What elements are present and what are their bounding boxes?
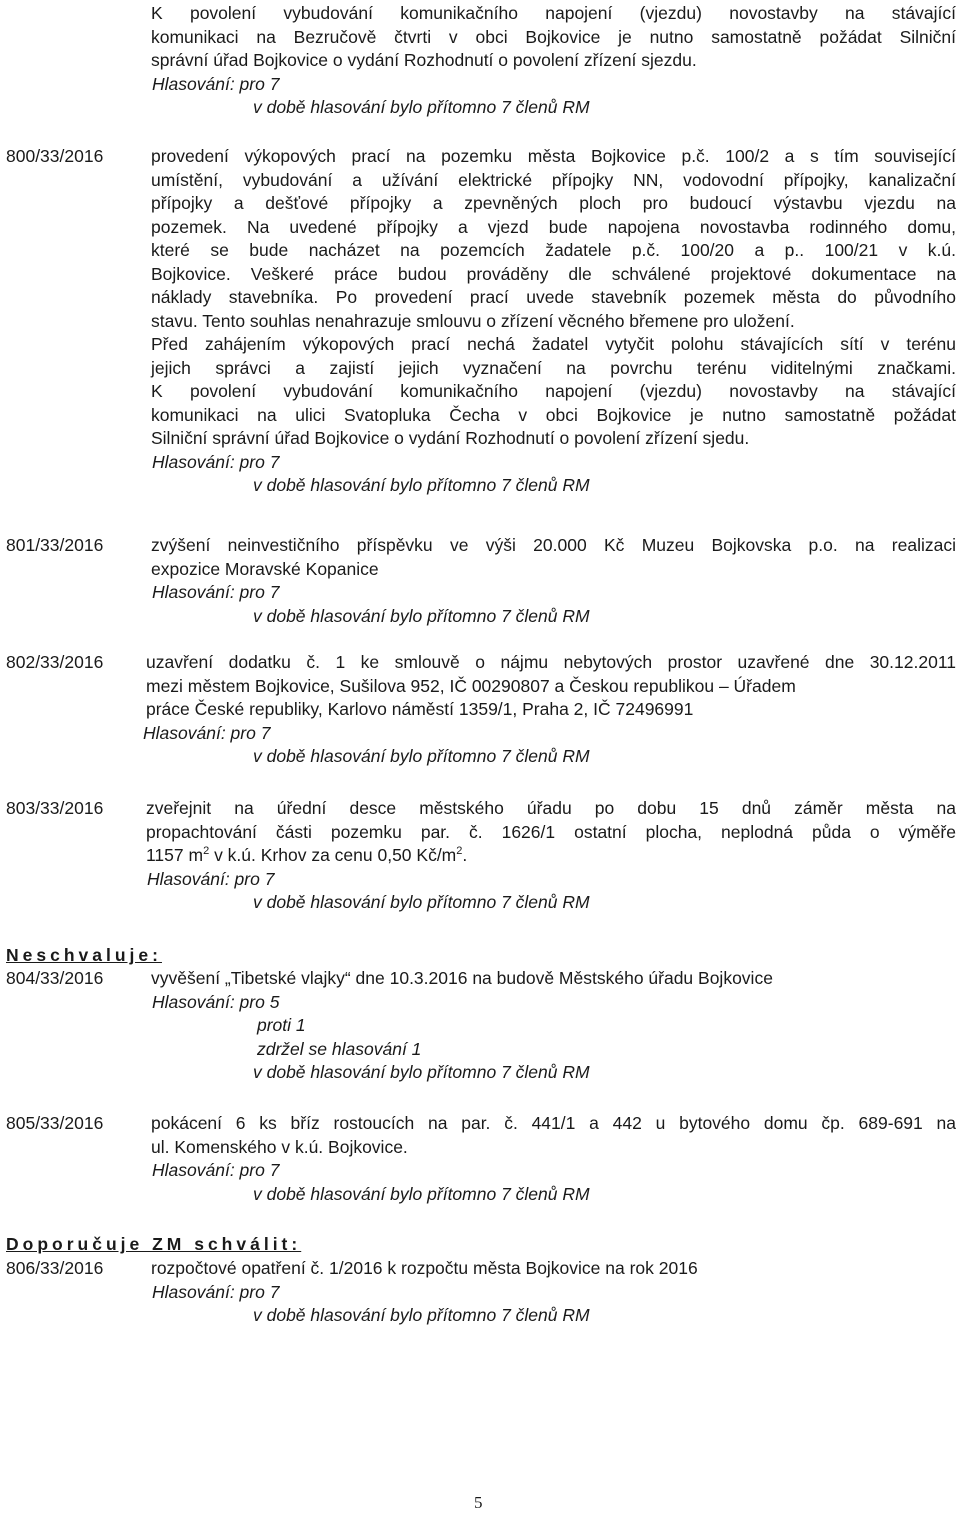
- attendance-note: v době hlasování bylo přítomno 7 členů RM: [253, 605, 590, 626]
- text-line: provedení výkopových prací na pozemku města Bojkovice p.č. 100/2 a s tím související: [151, 146, 956, 166]
- period: .: [462, 845, 468, 865]
- attendance-note: v době hlasování bylo přítomno 7 členů RM: [253, 1062, 590, 1082]
- section-heading-reject: Neschvaluje:: [6, 945, 162, 965]
- attendance-note: v době hlasování bylo přítomno 7 členů RM: [253, 1305, 590, 1325]
- resolution-body: [146, 797, 956, 915]
- text-line: stavu. Tento souhlas nenahrazuje smlouvu o zřízení věcného břemene pro uložení.: [151, 310, 795, 331]
- vote-result: Hlasování: pro 7: [152, 1281, 280, 1302]
- resolution-number: 806/33/2016: [6, 1258, 104, 1278]
- attendance-note: v době hlasování bylo přítomno 7 členů RM: [253, 1183, 590, 1204]
- text-line: práce České republiky, Karlovo náměstí 1359/1, Praha 2, IČ 72496991: [146, 699, 694, 719]
- text-line: komunikaci na Bezručově čtvrti v obci Bojkovice je nutno samostatně požádat Silniční: [151, 26, 956, 47]
- text-line: náklady stavebníka. Po provedení prací uvede stavebník pozemek města do původního: [151, 287, 956, 307]
- vote-result: Hlasování: pro 7: [143, 722, 271, 743]
- resolution-number: 805/33/2016: [6, 1113, 104, 1133]
- attendance-note: v době hlasování bylo přítomno 7 členů RM: [253, 892, 590, 912]
- price-text: v k.ú. Krhov za cenu 0,50 Kč/m: [209, 845, 457, 865]
- vote-result: Hlasování: pro 5: [152, 991, 280, 1012]
- text-line: které se bude nacházet na pozemcích žadatele p.č. 100/20 a p.. 100/21 v k.ú.: [151, 240, 956, 260]
- attendance-note: v době hlasování bylo přítomno 7 členů RM: [253, 746, 590, 766]
- vote-result: Hlasování: pro 7: [152, 1160, 280, 1180]
- text-line: pokácení 6 ks bříz rostoucích na par. č. 441/1 a 442 u bytového domu čp. 689-691 na: [151, 1113, 956, 1133]
- resolution-number: 800/33/2016: [6, 146, 104, 166]
- page-number: 5: [474, 1493, 483, 1512]
- text-line: mezi městem Bojkovice, Sušilova 952, IČ 00290807 a Českou republikou – Úřadem: [146, 675, 796, 696]
- area-price-line: [146, 844, 956, 868]
- resolution-body: [143, 651, 956, 769]
- resolution-body: [151, 145, 956, 498]
- text-line: ul. Komenského v k.ú. Bojkovice.: [151, 1136, 408, 1157]
- text-line: Před zahájením výkopových prací nechá žadatel vytyčit polohu stávajících sítí v terénu: [151, 334, 956, 354]
- text-line: K povolení vybudování komunikačního napojení (vjezdu) novostavby na stávající: [151, 3, 956, 23]
- resolution-body: [151, 1112, 956, 1206]
- resolution-body: [151, 534, 956, 628]
- text-line: Bojkovice. Veškeré práce budou prováděny dle schválené projektové dokumentace na: [151, 263, 956, 284]
- resolution-number: 802/33/2016: [6, 652, 104, 672]
- area-value: 1157 m: [146, 845, 204, 865]
- text-line: jejich správci a zajistí jejich vyznačení na povrchu terénu viditelnými značkami.: [151, 357, 956, 378]
- superscript: 2: [203, 845, 210, 857]
- attendance-note: v době hlasování bylo přítomno 7 členů RM: [253, 475, 590, 495]
- section-heading-recommend: Doporučuje ZM schválit:: [6, 1234, 302, 1254]
- intro-body: [151, 2, 956, 120]
- vote-abstain: zdržel se hlasování 1: [257, 1038, 422, 1059]
- vote-result: Hlasování: pro 7: [152, 73, 280, 94]
- text-line: rozpočtové opatření č. 1/2016 k rozpočtu města Bojkovice na rok 2016: [151, 1258, 698, 1278]
- text-line: správní úřad Bojkovice o vydání Rozhodnutí o povolení zřízení sjezdu.: [151, 50, 697, 70]
- text-line: pozemek. Na uvedené přípojky a vjezd bude napojena novostavba rodinného domu,: [151, 216, 956, 237]
- superscript: 2: [456, 845, 463, 857]
- text-line: vyvěšení „Tibetské vlajky“ dne 10.3.2016 na budově Městského úřadu Bojkovice: [151, 968, 773, 988]
- text-line: komunikaci na ulici Svatopluka Čecha v obci Bojkovice je nutno samostatně požádat: [151, 404, 956, 425]
- resolution-body: [151, 967, 956, 1085]
- text-line: Silniční správní úřad Bojkovice o vydání Rozhodnutí o povolení zřízení sjedu.: [151, 428, 750, 448]
- text-line: přípojky a dešťové přípojky a zpevněných ploch pro budoucí výstavbu vjezdu na: [151, 193, 956, 213]
- vote-result: Hlasování: pro 7: [152, 451, 280, 472]
- resolution-number: 804/33/2016: [6, 968, 104, 988]
- resolution-body: [151, 1257, 956, 1328]
- text-line: propachtování části pozemku par. č. 1626/1 ostatní plocha, neplodná půda o výměře: [146, 821, 956, 842]
- text-line: zvýšení neinvestičního příspěvku ve výši 20.000 Kč Muzeu Bojkovska p.o. na realizaci: [151, 535, 956, 555]
- vote-against: proti 1: [257, 1015, 306, 1035]
- text-line: zveřejnit na úřední desce městského úřadu po dobu 15 dnů záměr města na: [146, 798, 956, 818]
- resolution-number: 803/33/2016: [6, 798, 104, 818]
- vote-result: Hlasování: pro 7: [147, 868, 275, 889]
- text-line: K povolení vybudování komunikačního napojení (vjezdu) novostavby na stávající: [151, 381, 956, 401]
- attendance-note: v době hlasování bylo přítomno 7 členů RM: [253, 97, 590, 117]
- text-line: umístění, vybudování a užívání elektrické přípojky NN, vodovodní přípojky, kanalizační: [151, 169, 956, 190]
- vote-result: Hlasování: pro 7: [152, 582, 280, 602]
- text-line: uzavření dodatku č. 1 ke smlouvě o nájmu nebytových prostor uzavřené dne 30.12.2011: [146, 652, 956, 672]
- resolution-number: 801/33/2016: [6, 535, 104, 555]
- text-line: expozice Moravské Kopanice: [151, 558, 379, 579]
